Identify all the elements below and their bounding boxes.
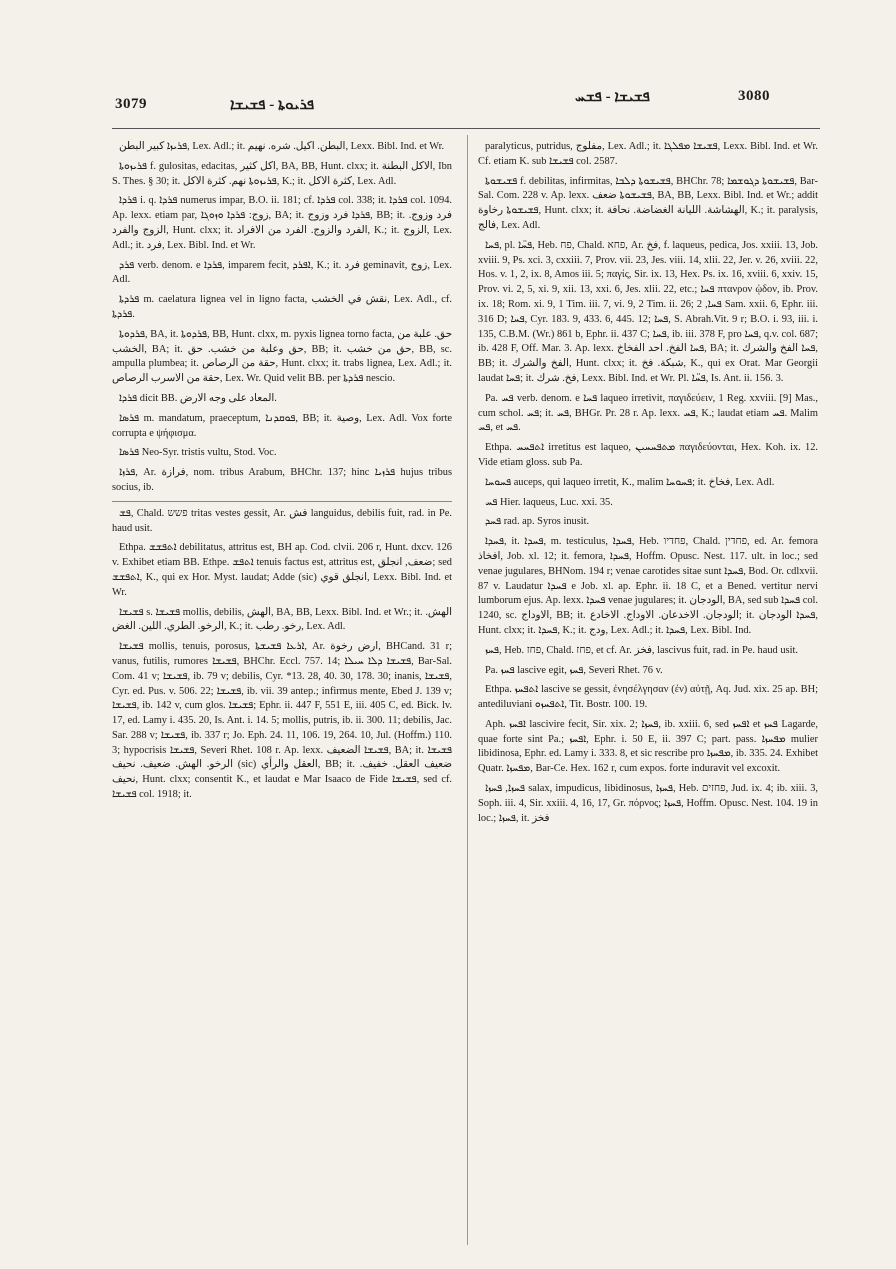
- entry: ܦܪܕܐ dicit BB. المعاد على وجه الارض.: [119, 392, 277, 404]
- entry: ܦܫܝܫܐ s. ܦܫܝܫܐ mollis, debilis, الهش, BA, BB, Lexx. Bibl. Ind. et Wr.; it. الهش. الرخو. الطري. اللين. الغض, K.; it. رخو. رطب, Lex. Adl.: [112, 606, 452, 633]
- entry: ܦܪܙܐ, Ar. فرازة, nom. tribus Arabum, BHChr. 137; hinc ܦܪܙܝܐ hujus tribus socius, ib.: [112, 467, 452, 493]
- entry: ܦܚܙܐ, ܦܚܙܐ salax, impudicus, libidinosus, ܦܚܙܐ, Heb. פחזים, Jud. ix. 4; ib. xiii. 3, Soph. iii. 4, Sir. xxiii. 4, 16, 17, Gr. πόρνος; ܦܚܙܐ, Hoffm. Opusc. Nest. 104. 19 in loc.; ܦܚܙܐ, it. فخز: [478, 783, 818, 824]
- entry: ܦܚܕܐ, it. ܦܚܕܐ, m. testiculus, ܦܚܕܐ, Heb. פחדיו, Chald. פחדין, ed. Ar. femora افخاذ, Job. xl. 12; it. femora, ܦܚܕܐ, Hoffm. Opusc. Nest. 117. ult. in loc.; sed venae jugulares, BHNom. 194 r; venae carotides sitae sunt ܦܚܕܐ, Bod. Or. cdlxvii. 87 v. Laudatur ܦܚܕܐ e Job. xl. ap. Ephr. ii. 18 C, et a Bened. vertitur nervi lumborum ejus. Ap. lexx. ܦܚܕܐ venae jugulares; it. الودجان, BA, sed sub ܦܚܕܐ col. 1240, sc. الاوداج, BB; it. الودجان. الاخدعان. الاوداج. الاخادع; it. ܦܚܕܐ الودجان, Hunt. clxx; it. ܦܚܕܐ, K.; it. ودج, Lex. Adl.; it. ܦܚܕܐ, Lex. Bibl. Ind.: [478, 536, 818, 636]
- entry: ܦܪܕ verb. denom. e ܦܪܕܐ, imparem fecit, ܐܦܪܕ, K.; it. فرد geminavit, زوج, Lex. Adl.: [112, 259, 452, 286]
- entry: Ethpa. ܐܬܦܚܚ irretitus est laqueo, ܡܬܦܚܚܝܢ παγιδεύονται, Hex. Koh. ix. 12. Vide etiam gloss. sub Pa.: [478, 442, 818, 468]
- entry: ܦܪܕܬܐ m. caelatura lignea vel in ligno facta, نقش في الخشب, Lex. Adl., cf. ܦܪܕܬܐ.: [112, 294, 452, 320]
- left-page-number: 3079: [115, 96, 147, 112]
- entry: ܦܪܣܐ Neo-Syr. tristis vultu, Stod. Voc.: [119, 447, 277, 459]
- entry: ܦܚܙ, Heb. פחז, Chald. פחז, et cf. Ar. فخز, lascivus fuit, rad. in Pe. haud usit.: [485, 644, 798, 656]
- left-running-head: ܦܪܝܘܬܐ - ܦܫܝܫܐ: [230, 97, 315, 113]
- section-separator: [112, 501, 452, 502]
- entry: ܦܪܕܐ i. q. ܦܪܕܐ numerus impar, B.O. ii. 181; cf. ܦܪܕܐ col. 338; it. ܦܪܕܐ col. 1094. Ap. lexx. etiam par, زوج: ܦܪܕܐ ܘܙܘܓܐ, BA; it. ܦܪܕܐ فرد وزوج, BB; it. فرد وزوج. الزوج والفرد, Hunt. clxx; it. الفرد والزوج. الفرد من الافراد, K.; it. الزوج, Lex. Adl.; it. فرد, Lex. Bibl. Ind. et Wr.: [112, 195, 452, 251]
- entry: Pa. ܦܚܙ lascive egit, ܦܚܙ, Severi Rhet. 76 v.: [485, 664, 663, 676]
- entry: ܦܚܐ, pl. ܦܚ̈ܐ, Heb. פח, Chald. פחא, Ar. فخ, f. laqueus, pedica, Jos. xxiii. 13, Job. xviii. 9, Ps. xci. 3, cxxiii. 7, Prov. vii. 23, Jes. viii. 14, xlii. 22, Jer. v. 26, xviii. 22, Hos. v. 1, 2, ix. 8, Amos iii. 5; παγίς, Sir. ix. 13, Hex. Ps. ix. 16, xviii. 6, xxiv. 15, Prov. vi. 2, 5, xi. 9, xii. 13, xxi. 6, Jes. xlii. 22, etc.; ܦܚܐ πτανρον ᾠδον, ib. Prov. ix. 18; Rom. xi. 9, 1 Tim. iii. 7, vi. 9, 2 Tim. ii. 26; ܦܚܐ, 2 Sam. xxii. 6, Ephr. iii. 316 D; ܦܚܐ, Cyr. 183. 9, 433. 6, 445. 12; ܦܚܐ, S. Abrah.Vit. 9 r; B.O. i. 93, iii. i. 135, C.B.M. (Wr.) 861 b, Ephr. ii. 437 C; ܦܚܐ, ib. iii. 378 F, pro ܦܚܐ, q.v. col. 687; ib. 428 F, Off. Mar. 3. Ap. lexx. ܦܚܐ الفخ. احد الفخاخ, BA; it. ܦܚܐ الفخ والشرك, BB; it. الفخ والشرك, Hunt. clxx; it. شبكة. فخ, K., qui ex Orat. Mar Georgii laudat ܦܚܐ; it. فخ. شرك, Lexx. Bibl. Ind. et Wr. Pl. ܦܚ̈ܐ, Is. Ant. ii. 156. 3.: [478, 239, 818, 384]
- page-header: [0, 88, 896, 124]
- entry: Aph. ܐܦܚܙ lascivire fecit, Sir. xix. 2; ܦܚܙܐ, ib. xxiii. 6, sed ܐܦܚܙ et ܦܚܙ Lagarde, quae forte sint Pa.; ܐܦܚܙ, Ephr. i. 50 E, ii. 397 C; part. pass. ܡܦܚܙܐ mulier libidinosa, Ephr. ed. Lamy i. 333. 8, et sic rescribe pro ܡܦܚܙܐ, ib. 335. 24. Exhibet Quatr. ܡܦܚܙܐ, Bar-Ce. Hex. 162 r, cum expos. forte induravit vel excoxit.: [478, 718, 818, 775]
- right-column: [478, 140, 818, 1240]
- left-column: [112, 140, 452, 1240]
- entry: ܦܚܕ rad. ap. Syros inusit.: [485, 516, 590, 528]
- entry: Ethpa. ܐܬܦܚܙ lascive se gessit, ἐνησέλγησαν (ἐν) αὐτῇ, Aq. Jud. xix. 25 ap. BH; antediluviani ܐܬܦܚܙܘ, Tit. Bostr. 100. 19.: [478, 684, 818, 711]
- entry: ܦܪܕܘܬܐ, BA, it. ܦܪܕܘܬܐ, BB, Hunt. clxx, m. pyxis lignea torno facta, حق. علبة من الخشب, BA; it. حق وعلبة من خشب. حق, BB; it. حق من خشب, BB, sc. ampulla plumbea; it. حقة من الرصاص, Hunt. clxx; it. trabs lignea, Lex. Adl.; it. حقة من الاسرب الرصاص, Lex. Wr. Quid velit BB. per ܦܪܕܬܐ nescio.: [112, 328, 452, 385]
- entry: paralyticus, putridus, مفلوج, Lex. Adl.; it. ܦܫܝܫܐ ܡܦܠܓܐ, Lexx. Bibl. Ind. et Wr. Cf. etiam K. sub ܦܫܝܫܐ col. 2587.: [478, 141, 818, 167]
- entry: ܦܪܣܐ m. mandatum, praeceptum, ܦܘܩܕܢܐ, BB; it. وصية, Lex. Adl. Vox forte corrupta e ψήφισμα.: [112, 412, 452, 439]
- column-divider: [467, 135, 468, 1245]
- entry: ܦܪܝܙܘܬܐ f. gulositas, edacitas, اكل كثير, BA, BB, Hunt. clxx; it. الاكل البطنة, Ibn S. Thes. § 30; it. ܦܪܝܙܘܬܐ نهم. كثرة الاكل, K.; it. كثرة الاكل, Lex. Adl.: [112, 160, 452, 187]
- entry: ܦܫܝܫܐ mollis, tenuis, porosus, ܐܪܥܐ ܦܫܝܫܬܐ, Ar. ارض رخوة, BHCand. 31 r; vanus, futilis, rumores ܦܫܝܫܐ, BHChr. Eccl. 757. 14; ܦܫܝܫܐ ܕܠܐ ܚܝܠܐ, Bar-Sal. Com. 41 v; ܦܫܝܫܐ, ib. 79 v; debilis, Cyr. *13. 28, 40. 30, 178. 30; inanis, ܦܫܝܫܐ, Cyr. ed. Pus. v. 506. 22; ܦܫܝܫܐ, ib. vii. 39 antep.; infirmus mente, Ebed J. 139 v; ܦܫܝܫܐ, ib. 142 v, cum glos. ܦܫܝܫܐ; Ephr. ii. 447 F, 551 E, iii. 405 C, ed. Bick. lv. 17, ed. Lamy i. 435. 20, Is. Ant. i. 14. 5; mollis, putris, ib. ii. 300. 11; debilis, Jac. Sar. 288 v; ܦܫܝܫܐ, ib. 337 r; Jo. Eph. 24. 11, 106. 19, 264. 10, Jul. (Hoffm.) 110. 3; hypocrisis ܦܫܝܫܐ, Severi Rhet. 108 r. Ap. lexx. ܦܫܝܫܐ الضعيف, BA; it. ܦܫܝܫܐ الرخو. الهش. ضعيف. نحيف (sic) العقل والرأي, BB; it. ضعيف العقل. خفيف. نحيف, Hunt. clxx; consentit K., et laudat e Mar Isaaco de Fide ܦܫܝܫܐ, sed cf. ܦܫܝܫܐ col. 1918; it.: [112, 641, 452, 801]
- entry: ܦܚ Hier. laqueus, Luc. xxi. 35.: [485, 496, 613, 508]
- right-running-head: ܦܫܝܫܐ - ܦܫܚ: [575, 89, 650, 105]
- entry: ܦܫ, Chald. פשש tritas vestes gessit, Ar. فش languidus, debilis fuit, rad. in Pe. haud usit.: [112, 507, 452, 534]
- entry: ܦܚܘܚܐ auceps, qui laqueo irretit, K., malim ܦܚܘܚܐ; it. فخاخ, Lex. Adl.: [485, 476, 775, 488]
- right-page-number: 3080: [738, 88, 770, 104]
- entry: ܦܫܝܫܘܬܐ f. debilitas, infirmitas, ܦܫܝܫܘܬܐ ܕܠܒܐ, BHChr. 78; ܦܫܝܫܘܬܐ ܕܓܘܫܡܐ, Bar-Sal. Com. 228 v. Ap. lexx. ܦܫܝܫܘܬܐ ضعف, BA, BB, Lexx. Bibl. Ind. et Wr.; addit ܦܫܝܫܘܬܐ رخاوة, Hunt. clxx; it. الهشاشة. الليانة الغضاضة. نحافة, K.; it. paralysis, فالج, Lex. Adl.: [478, 175, 818, 231]
- entry: Ethpa. ܐܬܦܫܫ debilitatus, attritus est, BH ap. Cod. clvii. 206 r, Hunt. dxcv. 126 v. Exhibet etiam BB. Ethpe. ܐܬܦܫ tenuis factus est, attritus est, ضعف, انجلق; sed ܐܬܦܫܫ, K., qui ex Hor. Myst. laudat; Adde (sic) انجلق قوي, Lexx. Bibl. Ind. et Wr.: [112, 542, 452, 598]
- entry: Pa. ܦܚ verb. denom. e ܦܚܐ laqueo irretivit, παγιδεύειν, 1 Reg. xxviii. [9] Mas., cum schol. ܦܚ; it. ܦܚ, BHGr. Pr. 28 r. Ap. lexx. ܦܚ, K.; laudat etiam ܦܚ. Malim ܦܚ, et ܦܚ.: [478, 392, 818, 434]
- header-rule: [112, 128, 820, 129]
- entry: ܦܪܝܙܐ كبير البطن, Lex. Adl.; it. البطن. اكيل. شره. نهيم, Lexx. Bibl. Ind. et Wr.: [119, 141, 445, 152]
